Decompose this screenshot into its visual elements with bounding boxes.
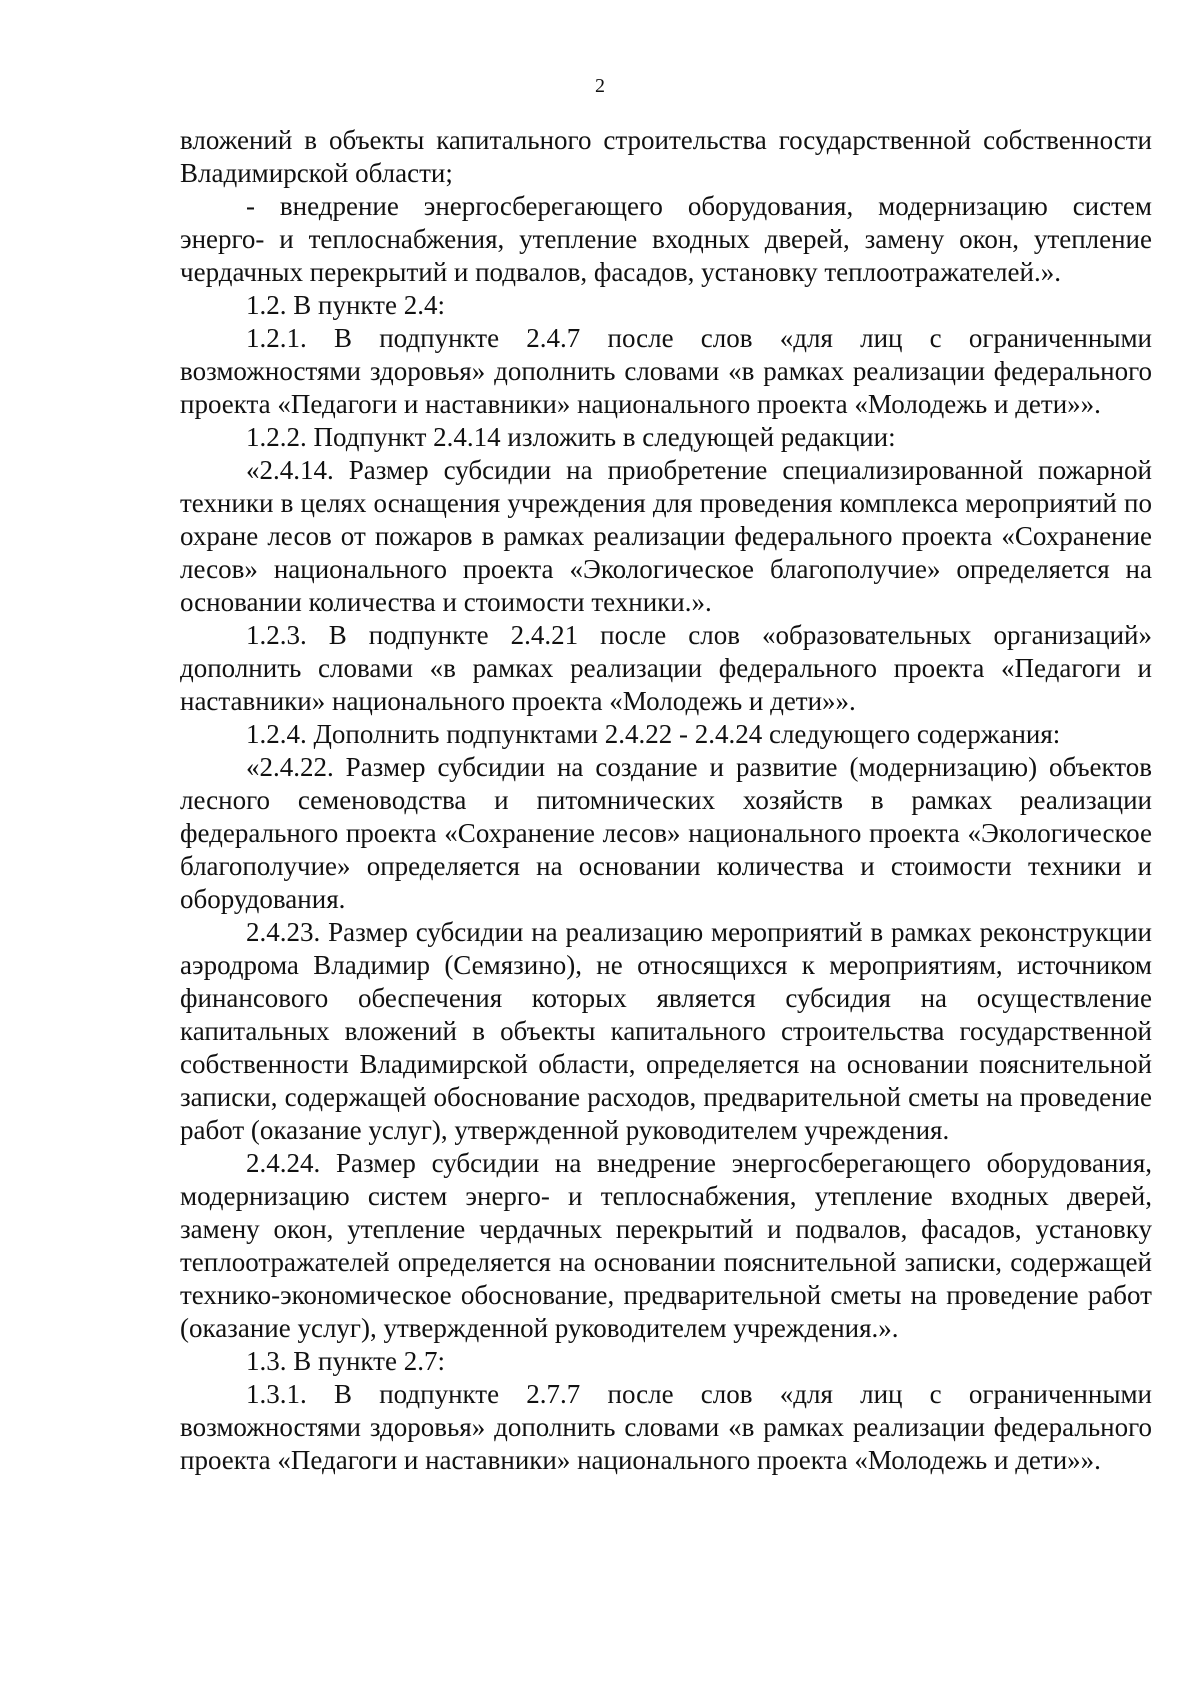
paragraph-13: 1.3.1. В подпункте 2.7.7 после слов «для лиц с ограниченными возможностями здоровья» дополнить словами «в рамках реализации федерального проекта «Педагоги и наставники» национального проекта «Молодежь и дети»». — [180, 1379, 1152, 1475]
paragraph-8: 1.2.4. Дополнить подпунктами 2.4.22 - 2.4.24 следующего содержания: — [246, 719, 1061, 749]
document-body — [180, 124, 1152, 1477]
paragraph-3: 1.2. В пункте 2.4: — [246, 290, 445, 320]
paragraph-6: «2.4.14. Размер субсидии на приобретение специализированной пожарной техники в целях оснащения учреждения для проведения комплекса мероприятий по охране лесов от пожаров в рамках реализации федерального проекта «Сохранение лесов» национального проекта «Экологическое благополучие» определяется на основании количества и стоимости техники.». — [180, 455, 1152, 617]
paragraph-11: 2.4.24. Размер субсидии на внедрение энергосберегающего оборудования, модернизацию систем энерго- и теплоснабжения, утепление входных дверей, замену окон, утепление чердачных перекрытий и подвалов, фасадов, установку теплоотражателей определяется на основании пояснительной записки, содержащей технико-экономическое обоснование, предварительной сметы на проведение работ (оказание услуг), утвержденной руководителем учреждения.». — [180, 1148, 1152, 1343]
paragraph-9: «2.4.22. Размер субсидии на создание и развитие (модернизацию) объектов лесного семеноводства и питомнических хозяйств в рамках реализации федерального проекта «Сохранение лесов» национального проекта «Экологическое благополучие» определяется на основании количества и стоимости техники и оборудования. — [180, 752, 1152, 914]
paragraph-12: 1.3. В пункте 2.7: — [246, 1346, 445, 1376]
paragraph-5: 1.2.2. Подпункт 2.4.14 изложить в следующей редакции: — [246, 422, 896, 452]
paragraph-1: вложений в объекты капитального строительства государственной собственности Владимирской области; — [180, 125, 1152, 188]
page-number: 2 — [595, 75, 605, 97]
paragraph-7: 1.2.3. В подпункте 2.4.21 после слов «образовательных организаций» дополнить словами «в рамках реализации федерального проекта «Педагоги и наставники» национального проекта «Молодежь и дети»». — [180, 620, 1152, 716]
paragraph-2: - внедрение энергосберегающего оборудования, модернизацию систем энерго- и теплоснабжения, утепление входных дверей, замену окон, утепление чердачных перекрытий и подвалов, фасадов, установку теплоотражателей.». — [180, 191, 1152, 287]
paragraph-4: 1.2.1. В подпункте 2.4.7 после слов «для лиц с ограниченными возможностями здоровья» дополнить словами «в рамках реализации федерального проекта «Педагоги и наставники» национального проекта «Молодежь и дети»». — [180, 323, 1152, 419]
paragraph-10: 2.4.23. Размер субсидии на реализацию мероприятий в рамках реконструкции аэродрома Владимир (Семязино), не относящихся к мероприятиям, источником финансового обеспечения которых является субсидия на осуществление капитальных вложений в объекты капитального строительства государственной собственности Владимирской области, определяется на основании пояснительной записки, содержащей обоснование расходов, предварительной сметы на проведение работ (оказание услуг), утвержденной руководителем учреждения. — [180, 917, 1152, 1145]
